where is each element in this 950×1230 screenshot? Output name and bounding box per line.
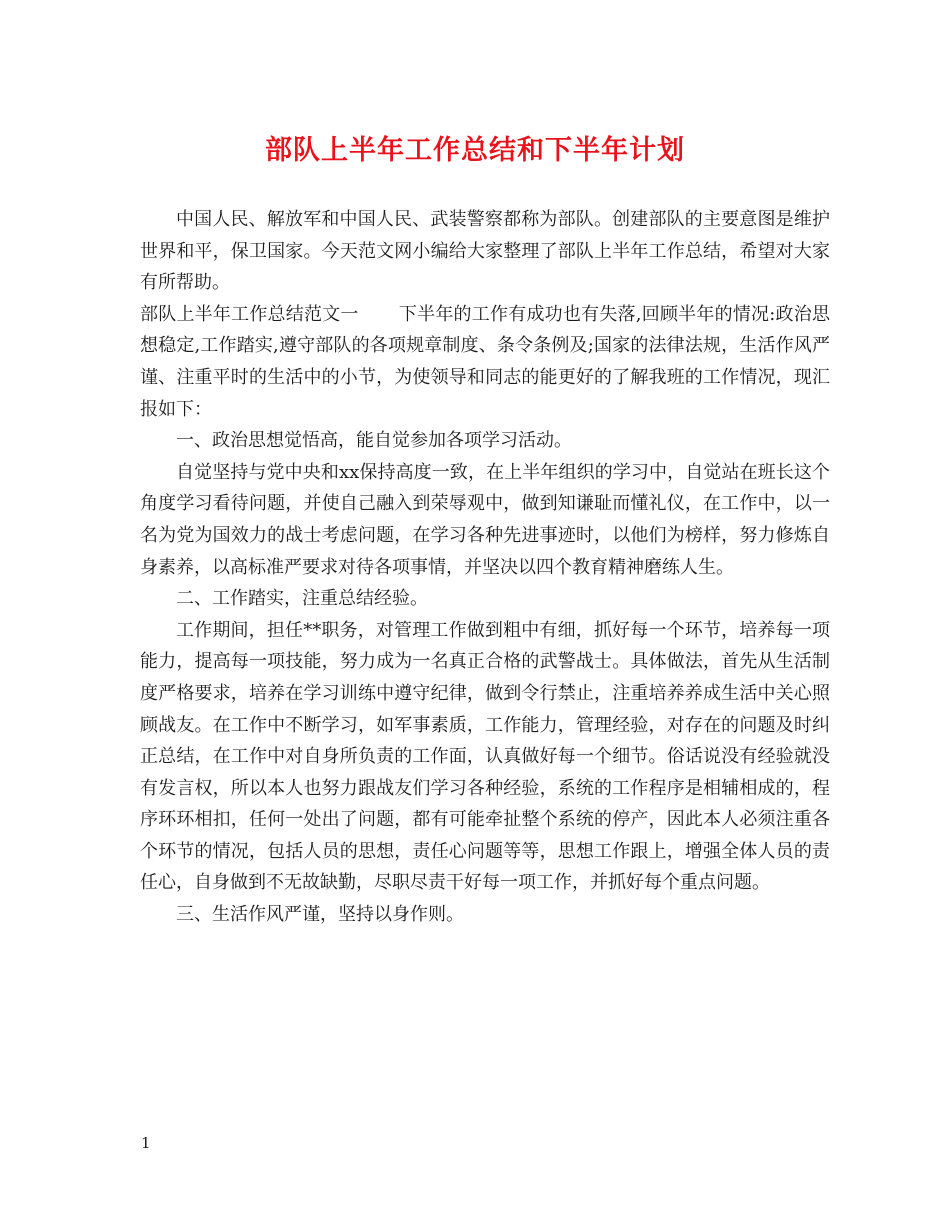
- heading-work: 二、工作踏实，注重总结经验。: [176, 588, 428, 610]
- heading-politics: 一、政治思想觉悟高，能自觉参加各项学习活动。: [176, 430, 572, 452]
- document-body: [140, 204, 830, 931]
- paragraph-overview: 下半年的工作有成功也有失落,回顾半年的情况:政治思想稳定,工作踏实,遵守部队的各项规章制度、条令条例及;国家的法律法规，生活作风严谨、注重平时的生活中的小节，为使领导和同志的能更好的了解我班的工作情况，现汇报如下：: [140, 303, 830, 420]
- section-heading: 部队上半年工作总结范文一: [140, 303, 359, 325]
- page-number: 1: [141, 1134, 151, 1152]
- paragraph-section-one: [140, 299, 830, 425]
- paragraph-intro: 中国人民、解放军和中国人民、武装警察都称为部队。创建部队的主要意图是维护 世界和平，保卫国家。今天范文网小编给大家整理了部队上半年工作总结，希望对大家有所帮助。: [140, 209, 830, 294]
- heading-lifestyle: 三、生活作风严谨，坚持以身作则。: [176, 904, 464, 926]
- paragraph-work: 工作期间，担任**职务，对管理工作做到粗中有细，抓好每一个环节，培养每一项能力，提高每一项技能，努力成为一名真正合格的武警战士。具体做法，首先从生活制度严格要求，培养在学习训练中遵守纪律，做到令行禁止，注重培养养成生活中关心照顾战友。在工作中不断学习，如军事素质，工作能力，管理经验，对存在的问题及时纠正总结，在工作中对自身所负责的工作面，认真做好每一个细节。俗话说没有经验就没有发言权，所以本人也努力跟战友们学习各种经验，系统的工作程序是相辅相成的，程序环环相扣，任何一处出了问题，都有可能牵扯整个系统的停产，因此本人必须注重各个环节的情况，包括人员的思想，责任心问题等等，思想工作跟上，增强全体人员的责任心，自身做到不无故缺勤，尽职尽责干好每一项工作，并抓好每个重点问题。: [140, 619, 830, 894]
- paragraph-politics: 自觉坚持与党中央和xx保持高度一致，在上半年组织的学习中，自觉站在班长这个角度学习看待问题，并使自己融入到荣辱观中，做到知谦耻而懂礼仪，在工作中，以一名为党为国效力的战士考虑问题，在学习各种先进事迹时，以他们为榜样，努力修炼自身素养，以高标准严要求对待各项事情，并坚决以四个教育精神磨练人生。: [140, 461, 830, 578]
- document-title: 部队上半年工作总结和下半年计划: [265, 135, 685, 166]
